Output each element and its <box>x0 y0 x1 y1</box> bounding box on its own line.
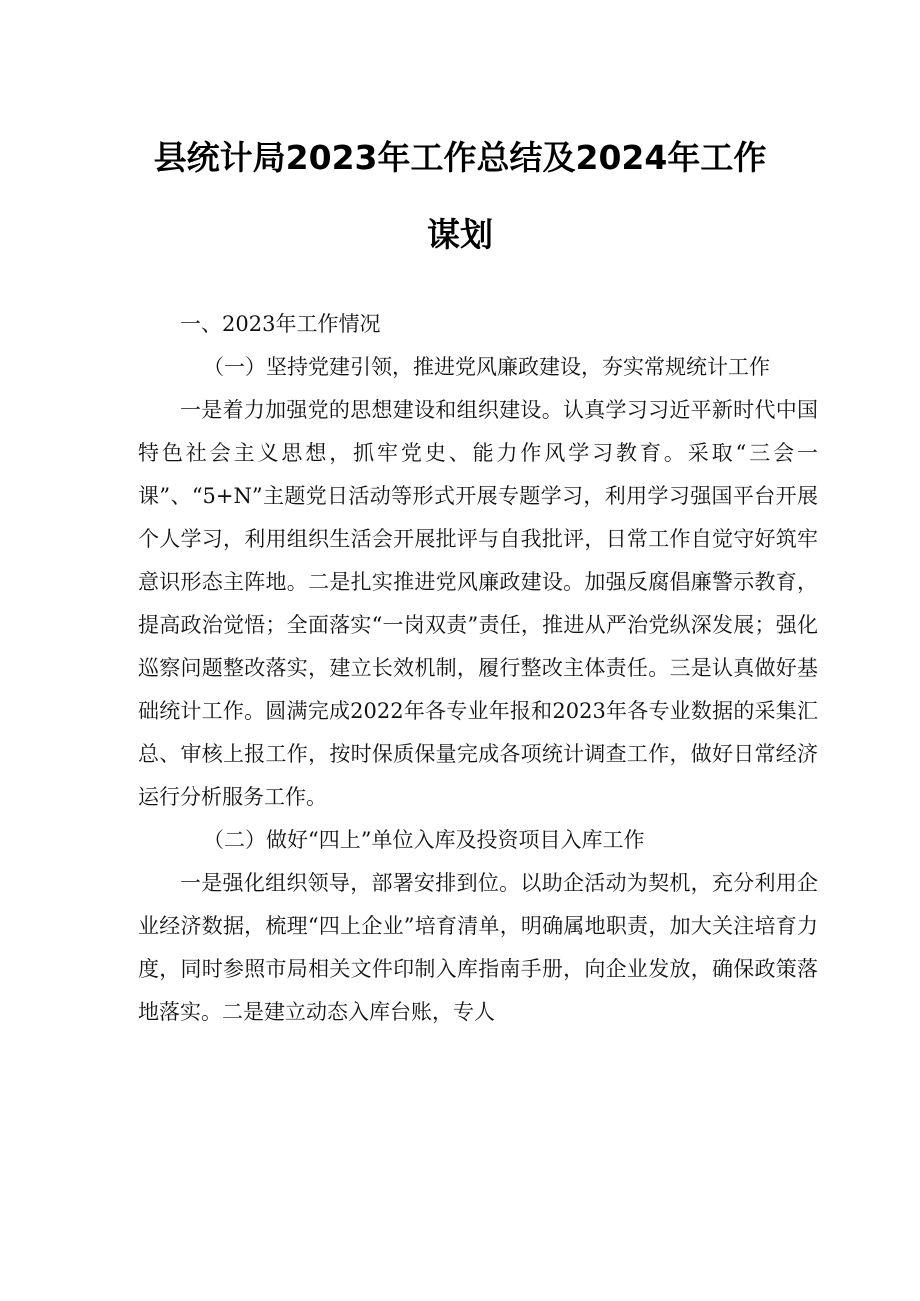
body-paragraph-1: 一是着力加强党的思想建设和组织建设。认真学习习近平新时代中国特色社会主义思想，抓牢党史、能力作风学习教育。采取“三会一课”、“5+N”主题党日活动等形式开展专题学习，利用学习强国平台开展个人学习，利用组织生活会开展批评与自我批评，日常工作自觉守好筑牢意识形态主阵地。二是扎实推进党风廉政建设。加强反腐倡廉警示教育，提高政治觉悟；全面落实“一岗双责”责任，推进从严治党纵深发展；强化巡察问题整改落实，建立长效机制，履行整改主体责任。三是认真做好基础统计工作。圆满完成2022年各专业年报和2023年各专业数据的采集汇总、审核上报工作，按时保质保量完成各项统计调查工作，做好日常经济运行分析服务工作。 <box>138 398 818 809</box>
document-title-line-2: 谋划 <box>427 215 493 254</box>
document-title-line-1: 县统计局2023年工作总结及2024年工作 <box>153 138 767 177</box>
subsection-heading-2: （二）做好“四上”单位入库及投资项目入库工作 <box>203 828 645 852</box>
body-paragraph-2: 一是强化组织领导，部署安排到位。以助企活动为契机，充分利用企业经济数据，梳理“四上企业”培育清单，明确属地职责，加大关注培育力度，同时参照市局相关文件印制入库指南手册，向企业发放，确保政策落地落实。二是建立动态入库台账，专人 <box>138 871 818 1024</box>
document-body <box>138 303 818 1034</box>
section-heading: 一、2023年工作情况 <box>180 312 381 336</box>
subsection-heading-1: （一）坚持党建引领，推进党风廉政建设，夯实常规统计工作 <box>203 355 770 379</box>
